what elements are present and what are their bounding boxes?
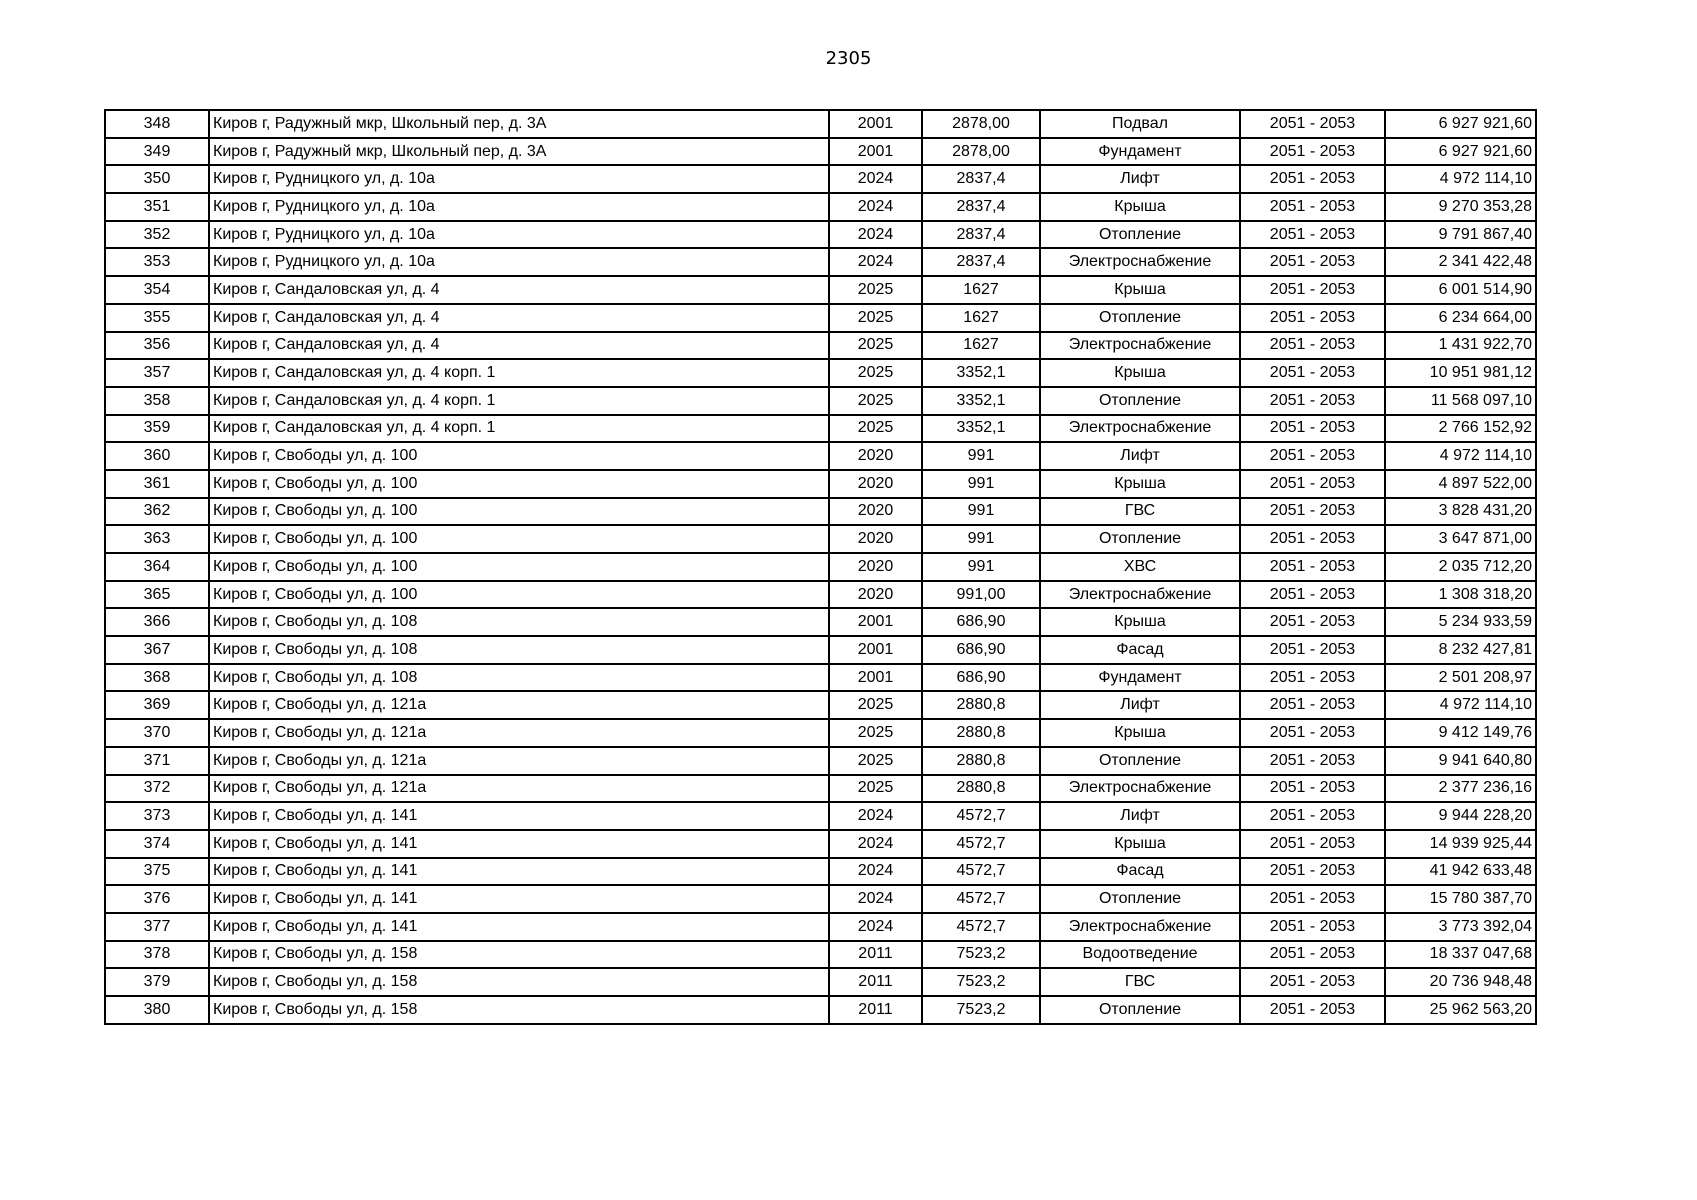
year-cell: 2011: [829, 941, 922, 969]
period-cell: 2051 - 2053: [1240, 636, 1385, 664]
period-cell: 2051 - 2053: [1240, 193, 1385, 221]
area-cell: 7523,2: [922, 941, 1040, 969]
year-cell: 2025: [829, 332, 922, 360]
year-cell: 2024: [829, 913, 922, 941]
table-row: [105, 913, 1536, 941]
work-type-cell: Отопление: [1040, 304, 1240, 332]
table-row: [105, 553, 1536, 581]
cost-cell: 2 341 422,48: [1385, 248, 1536, 276]
area-cell: 2878,00: [922, 138, 1040, 166]
work-type-cell: Лифт: [1040, 691, 1240, 719]
address-cell: Киров г, Свободы ул, д. 141: [209, 830, 829, 858]
row-number-cell: 363: [105, 525, 209, 553]
area-cell: 686,90: [922, 636, 1040, 664]
address-cell: Киров г, Рудницкого ул, д. 10а: [209, 221, 829, 249]
work-type-cell: Электроснабжение: [1040, 248, 1240, 276]
table-row: [105, 165, 1536, 193]
address-cell: Киров г, Свободы ул, д. 121а: [209, 775, 829, 803]
table-row: [105, 941, 1536, 969]
row-number-cell: 368: [105, 664, 209, 692]
work-type-cell: Электроснабжение: [1040, 415, 1240, 443]
year-cell: 2011: [829, 996, 922, 1024]
row-number-cell: 370: [105, 719, 209, 747]
period-cell: 2051 - 2053: [1240, 138, 1385, 166]
row-number-cell: 349: [105, 138, 209, 166]
year-cell: 2024: [829, 885, 922, 913]
work-type-cell: Лифт: [1040, 442, 1240, 470]
address-cell: Киров г, Рудницкого ул, д. 10а: [209, 248, 829, 276]
period-cell: 2051 - 2053: [1240, 858, 1385, 886]
year-cell: 2001: [829, 664, 922, 692]
work-type-cell: Крыша: [1040, 276, 1240, 304]
works-table: [104, 109, 1537, 1025]
year-cell: 2024: [829, 802, 922, 830]
row-number-cell: 378: [105, 941, 209, 969]
row-number-cell: 374: [105, 830, 209, 858]
row-number-cell: 348: [105, 110, 209, 138]
row-number-cell: 351: [105, 193, 209, 221]
area-cell: 2837,4: [922, 193, 1040, 221]
area-cell: 7523,2: [922, 968, 1040, 996]
area-cell: 991,00: [922, 581, 1040, 609]
address-cell: Киров г, Свободы ул, д. 100: [209, 470, 829, 498]
cost-cell: 11 568 097,10: [1385, 387, 1536, 415]
cost-cell: 6 927 921,60: [1385, 110, 1536, 138]
row-number-cell: 377: [105, 913, 209, 941]
period-cell: 2051 - 2053: [1240, 525, 1385, 553]
address-cell: Киров г, Сандаловская ул, д. 4 корп. 1: [209, 387, 829, 415]
row-number-cell: 358: [105, 387, 209, 415]
period-cell: 2051 - 2053: [1240, 110, 1385, 138]
address-cell: Киров г, Свободы ул, д. 108: [209, 608, 829, 636]
table-row: [105, 221, 1536, 249]
cost-cell: 6 927 921,60: [1385, 138, 1536, 166]
year-cell: 2025: [829, 415, 922, 443]
address-cell: Киров г, Свободы ул, д. 108: [209, 636, 829, 664]
cost-cell: 4 972 114,10: [1385, 691, 1536, 719]
table-row: [105, 719, 1536, 747]
period-cell: 2051 - 2053: [1240, 387, 1385, 415]
address-cell: Киров г, Рудницкого ул, д. 10а: [209, 165, 829, 193]
cost-cell: 6 234 664,00: [1385, 304, 1536, 332]
row-number-cell: 354: [105, 276, 209, 304]
table-row: [105, 664, 1536, 692]
year-cell: 2001: [829, 138, 922, 166]
row-number-cell: 376: [105, 885, 209, 913]
address-cell: Киров г, Свободы ул, д. 100: [209, 525, 829, 553]
area-cell: 686,90: [922, 608, 1040, 636]
area-cell: 991: [922, 553, 1040, 581]
area-cell: 4572,7: [922, 885, 1040, 913]
cost-cell: 18 337 047,68: [1385, 941, 1536, 969]
area-cell: 991: [922, 498, 1040, 526]
cost-cell: 14 939 925,44: [1385, 830, 1536, 858]
work-type-cell: Отопление: [1040, 221, 1240, 249]
year-cell: 2001: [829, 636, 922, 664]
area-cell: 2880,8: [922, 747, 1040, 775]
area-cell: 3352,1: [922, 415, 1040, 443]
work-type-cell: ХВС: [1040, 553, 1240, 581]
work-type-cell: Отопление: [1040, 747, 1240, 775]
period-cell: 2051 - 2053: [1240, 664, 1385, 692]
cost-cell: 4 972 114,10: [1385, 165, 1536, 193]
cost-cell: 9 941 640,80: [1385, 747, 1536, 775]
table-row: [105, 415, 1536, 443]
work-type-cell: Отопление: [1040, 996, 1240, 1024]
address-cell: Киров г, Свободы ул, д. 121а: [209, 691, 829, 719]
period-cell: 2051 - 2053: [1240, 775, 1385, 803]
work-type-cell: Крыша: [1040, 470, 1240, 498]
period-cell: 2051 - 2053: [1240, 941, 1385, 969]
page-number: 2305: [825, 48, 872, 69]
cost-cell: 3 828 431,20: [1385, 498, 1536, 526]
cost-cell: 8 232 427,81: [1385, 636, 1536, 664]
table-row: [105, 608, 1536, 636]
period-cell: 2051 - 2053: [1240, 885, 1385, 913]
work-type-cell: Отопление: [1040, 525, 1240, 553]
table-row: [105, 276, 1536, 304]
row-number-cell: 375: [105, 858, 209, 886]
cost-cell: 9 791 867,40: [1385, 221, 1536, 249]
cost-cell: 4 897 522,00: [1385, 470, 1536, 498]
table-row: [105, 968, 1536, 996]
cost-cell: 4 972 114,10: [1385, 442, 1536, 470]
period-cell: 2051 - 2053: [1240, 608, 1385, 636]
year-cell: 2025: [829, 747, 922, 775]
address-cell: Киров г, Свободы ул, д. 158: [209, 968, 829, 996]
period-cell: 2051 - 2053: [1240, 332, 1385, 360]
area-cell: 2837,4: [922, 248, 1040, 276]
year-cell: 2024: [829, 221, 922, 249]
work-type-cell: Лифт: [1040, 802, 1240, 830]
cost-cell: 9 270 353,28: [1385, 193, 1536, 221]
table-row: [105, 470, 1536, 498]
period-cell: 2051 - 2053: [1240, 747, 1385, 775]
address-cell: Киров г, Свободы ул, д. 141: [209, 913, 829, 941]
table-row: [105, 525, 1536, 553]
year-cell: 2025: [829, 276, 922, 304]
address-cell: Киров г, Свободы ул, д. 100: [209, 442, 829, 470]
address-cell: Киров г, Сандаловская ул, д. 4: [209, 304, 829, 332]
area-cell: 2880,8: [922, 719, 1040, 747]
table-row: [105, 636, 1536, 664]
work-type-cell: ГВС: [1040, 968, 1240, 996]
table-body: [105, 110, 1536, 1024]
cost-cell: 10 951 981,12: [1385, 359, 1536, 387]
table-row: [105, 996, 1536, 1024]
address-cell: Киров г, Свободы ул, д. 158: [209, 996, 829, 1024]
address-cell: Киров г, Рудницкого ул, д. 10а: [209, 193, 829, 221]
area-cell: 686,90: [922, 664, 1040, 692]
period-cell: 2051 - 2053: [1240, 442, 1385, 470]
address-cell: Киров г, Свободы ул, д. 121а: [209, 719, 829, 747]
area-cell: 2880,8: [922, 691, 1040, 719]
cost-cell: 15 780 387,70: [1385, 885, 1536, 913]
table-row: [105, 775, 1536, 803]
table-row: [105, 498, 1536, 526]
cost-cell: 2 766 152,92: [1385, 415, 1536, 443]
address-cell: Киров г, Радужный мкр, Школьный пер, д. 3А: [209, 138, 829, 166]
period-cell: 2051 - 2053: [1240, 830, 1385, 858]
address-cell: Киров г, Сандаловская ул, д. 4 корп. 1: [209, 359, 829, 387]
period-cell: 2051 - 2053: [1240, 968, 1385, 996]
table-row: [105, 193, 1536, 221]
row-number-cell: 371: [105, 747, 209, 775]
work-type-cell: Электроснабжение: [1040, 913, 1240, 941]
cost-cell: 1 308 318,20: [1385, 581, 1536, 609]
year-cell: 2025: [829, 775, 922, 803]
area-cell: 2878,00: [922, 110, 1040, 138]
year-cell: 2020: [829, 553, 922, 581]
address-cell: Киров г, Сандаловская ул, д. 4 корп. 1: [209, 415, 829, 443]
work-type-cell: Фундамент: [1040, 138, 1240, 166]
area-cell: 2837,4: [922, 165, 1040, 193]
table-row: [105, 830, 1536, 858]
period-cell: 2051 - 2053: [1240, 996, 1385, 1024]
year-cell: 2024: [829, 858, 922, 886]
cost-cell: 1 431 922,70: [1385, 332, 1536, 360]
cost-cell: 2 377 236,16: [1385, 775, 1536, 803]
table-row: [105, 138, 1536, 166]
area-cell: 2880,8: [922, 775, 1040, 803]
year-cell: 2025: [829, 359, 922, 387]
work-type-cell: Фасад: [1040, 636, 1240, 664]
year-cell: 2024: [829, 830, 922, 858]
table-row: [105, 581, 1536, 609]
period-cell: 2051 - 2053: [1240, 304, 1385, 332]
year-cell: 2025: [829, 304, 922, 332]
period-cell: 2051 - 2053: [1240, 553, 1385, 581]
area-cell: 1627: [922, 304, 1040, 332]
year-cell: 2024: [829, 165, 922, 193]
period-cell: 2051 - 2053: [1240, 913, 1385, 941]
work-type-cell: Лифт: [1040, 165, 1240, 193]
work-type-cell: Подвал: [1040, 110, 1240, 138]
area-cell: 4572,7: [922, 858, 1040, 886]
year-cell: 2025: [829, 387, 922, 415]
year-cell: 2020: [829, 498, 922, 526]
work-type-cell: Крыша: [1040, 193, 1240, 221]
address-cell: Киров г, Свободы ул, д. 100: [209, 553, 829, 581]
table-row: [105, 802, 1536, 830]
area-cell: 1627: [922, 332, 1040, 360]
address-cell: Киров г, Свободы ул, д. 141: [209, 885, 829, 913]
area-cell: 991: [922, 470, 1040, 498]
period-cell: 2051 - 2053: [1240, 276, 1385, 304]
year-cell: 2020: [829, 525, 922, 553]
period-cell: 2051 - 2053: [1240, 691, 1385, 719]
address-cell: Киров г, Свободы ул, д. 100: [209, 498, 829, 526]
row-number-cell: 352: [105, 221, 209, 249]
work-type-cell: Фасад: [1040, 858, 1240, 886]
table-row: [105, 691, 1536, 719]
area-cell: 4572,7: [922, 802, 1040, 830]
cost-cell: 3 647 871,00: [1385, 525, 1536, 553]
cost-cell: 6 001 514,90: [1385, 276, 1536, 304]
work-type-cell: Водоотведение: [1040, 941, 1240, 969]
row-number-cell: 373: [105, 802, 209, 830]
year-cell: 2025: [829, 719, 922, 747]
table-row: [105, 442, 1536, 470]
cost-cell: 9 944 228,20: [1385, 802, 1536, 830]
address-cell: Киров г, Свободы ул, д. 141: [209, 802, 829, 830]
row-number-cell: 355: [105, 304, 209, 332]
area-cell: 4572,7: [922, 830, 1040, 858]
area-cell: 1627: [922, 276, 1040, 304]
row-number-cell: 364: [105, 553, 209, 581]
address-cell: Киров г, Сандаловская ул, д. 4: [209, 276, 829, 304]
table-row: [105, 359, 1536, 387]
year-cell: 2020: [829, 470, 922, 498]
year-cell: 2024: [829, 193, 922, 221]
cost-cell: 41 942 633,48: [1385, 858, 1536, 886]
work-type-cell: Крыша: [1040, 830, 1240, 858]
table-row: [105, 110, 1536, 138]
cost-cell: 2 501 208,97: [1385, 664, 1536, 692]
address-cell: Киров г, Свободы ул, д. 121а: [209, 747, 829, 775]
work-type-cell: Отопление: [1040, 885, 1240, 913]
year-cell: 2001: [829, 110, 922, 138]
work-type-cell: Отопление: [1040, 387, 1240, 415]
work-type-cell: Крыша: [1040, 359, 1240, 387]
period-cell: 2051 - 2053: [1240, 359, 1385, 387]
area-cell: 991: [922, 525, 1040, 553]
address-cell: Киров г, Свободы ул, д. 100: [209, 581, 829, 609]
table-row: [105, 885, 1536, 913]
area-cell: 3352,1: [922, 387, 1040, 415]
row-number-cell: 372: [105, 775, 209, 803]
year-cell: 2025: [829, 691, 922, 719]
row-number-cell: 353: [105, 248, 209, 276]
cost-cell: 25 962 563,20: [1385, 996, 1536, 1024]
row-number-cell: 369: [105, 691, 209, 719]
address-cell: Киров г, Радужный мкр, Школьный пер, д. 3А: [209, 110, 829, 138]
area-cell: 991: [922, 442, 1040, 470]
address-cell: Киров г, Свободы ул, д. 158: [209, 941, 829, 969]
work-type-cell: Электроснабжение: [1040, 775, 1240, 803]
row-number-cell: 361: [105, 470, 209, 498]
area-cell: 3352,1: [922, 359, 1040, 387]
cost-cell: 5 234 933,59: [1385, 608, 1536, 636]
area-cell: 4572,7: [922, 913, 1040, 941]
period-cell: 2051 - 2053: [1240, 415, 1385, 443]
work-type-cell: ГВС: [1040, 498, 1240, 526]
year-cell: 2001: [829, 608, 922, 636]
work-type-cell: Электроснабжение: [1040, 332, 1240, 360]
row-number-cell: 365: [105, 581, 209, 609]
row-number-cell: 380: [105, 996, 209, 1024]
table-row: [105, 248, 1536, 276]
work-type-cell: Крыша: [1040, 719, 1240, 747]
row-number-cell: 366: [105, 608, 209, 636]
row-number-cell: 359: [105, 415, 209, 443]
period-cell: 2051 - 2053: [1240, 221, 1385, 249]
table-row: [105, 332, 1536, 360]
row-number-cell: 367: [105, 636, 209, 664]
area-cell: 7523,2: [922, 996, 1040, 1024]
area-cell: 2837,4: [922, 221, 1040, 249]
period-cell: 2051 - 2053: [1240, 248, 1385, 276]
work-type-cell: Электроснабжение: [1040, 581, 1240, 609]
address-cell: Киров г, Сандаловская ул, д. 4: [209, 332, 829, 360]
row-number-cell: 350: [105, 165, 209, 193]
period-cell: 2051 - 2053: [1240, 165, 1385, 193]
year-cell: 2020: [829, 442, 922, 470]
cost-cell: 9 412 149,76: [1385, 719, 1536, 747]
year-cell: 2024: [829, 248, 922, 276]
row-number-cell: 357: [105, 359, 209, 387]
cost-cell: 2 035 712,20: [1385, 553, 1536, 581]
work-type-cell: Фундамент: [1040, 664, 1240, 692]
period-cell: 2051 - 2053: [1240, 470, 1385, 498]
row-number-cell: 360: [105, 442, 209, 470]
cost-cell: 20 736 948,48: [1385, 968, 1536, 996]
period-cell: 2051 - 2053: [1240, 498, 1385, 526]
period-cell: 2051 - 2053: [1240, 802, 1385, 830]
table-row: [105, 858, 1536, 886]
period-cell: 2051 - 2053: [1240, 719, 1385, 747]
year-cell: 2020: [829, 581, 922, 609]
work-type-cell: Крыша: [1040, 608, 1240, 636]
row-number-cell: 362: [105, 498, 209, 526]
row-number-cell: 356: [105, 332, 209, 360]
year-cell: 2011: [829, 968, 922, 996]
address-cell: Киров г, Свободы ул, д. 141: [209, 858, 829, 886]
table-row: [105, 304, 1536, 332]
address-cell: Киров г, Свободы ул, д. 108: [209, 664, 829, 692]
period-cell: 2051 - 2053: [1240, 581, 1385, 609]
table-row: [105, 387, 1536, 415]
cost-cell: 3 773 392,04: [1385, 913, 1536, 941]
table-row: [105, 747, 1536, 775]
row-number-cell: 379: [105, 968, 209, 996]
